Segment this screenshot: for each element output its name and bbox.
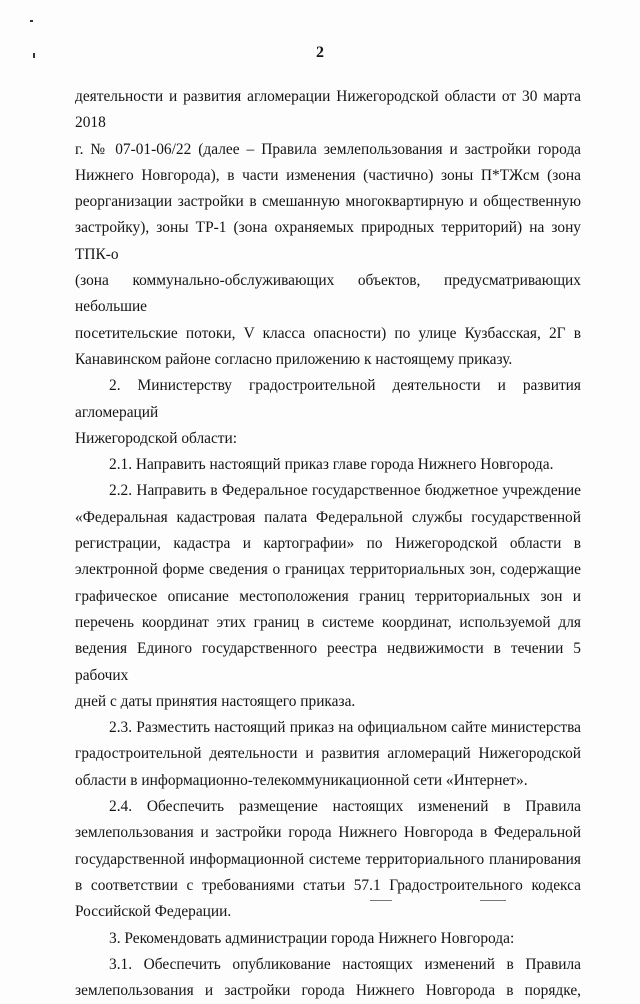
text-line: посетительские потоки, V класса опасности) по улице Кузбасская, 2Г в [75, 324, 581, 342]
paragraph-item-2-4 [75, 794, 581, 925]
text-line: Российской Федерации. [75, 903, 232, 921]
text-line: 2.2. Направить в Федеральное государственное бюджетное учреждение [109, 482, 581, 500]
text-line: 2. Министерству градостроительной деятельности и развития агломераций [75, 377, 581, 421]
paragraph-item-2 [75, 373, 581, 452]
paragraph-item-2-3 [75, 715, 581, 794]
text-line: электронной форме сведения о границах территориальных зон, содержащие [75, 561, 581, 579]
paragraph-item-2-1 [75, 452, 581, 478]
scan-artifact [30, 20, 33, 22]
text-line: деятельности и развития агломерации Нижегородской области от 30 марта 2018 [75, 88, 581, 132]
text-line: реорганизации застройки в смешанную многоквартирную и общественную [75, 193, 581, 211]
text-line: землепользования и застройки города Нижнего Новгорода в порядке, [75, 982, 581, 1000]
text-line: «Федеральная кадастровая палата Федеральной службы государственной [75, 508, 581, 526]
text-line: перечень координат этих границ в системе координат, используемой для [75, 613, 581, 631]
scan-artifact [370, 900, 392, 901]
text-line: в соответствии с требованиями статьи 57.1 Градостроительного кодекса [75, 876, 581, 894]
text-line: 2.3. Разместить настоящий приказ на официальном сайте министерства [109, 719, 581, 737]
text-line: Нижнего Новгорода), в части изменения (частично) зоны П*ТЖсм (зона [75, 166, 581, 184]
paragraph-item-2-2 [75, 478, 581, 715]
text-line: градостроительной деятельности и развития агломераций Нижегородской [75, 745, 581, 763]
text-line: землепользования и застройки города Нижнего Новгорода в Федеральной [75, 824, 581, 842]
text-line: застройку), зоны ТР-1 (зона охраняемых природных территорий) на зону ТПК-о [75, 219, 581, 263]
text-line: регистрации, кадастра и картографии» по Нижегородской области в [75, 535, 581, 553]
text-line: дней с даты принятия настоящего приказа. [75, 692, 356, 710]
text-line: графическое описание местоположения границ территориальных зон и [75, 587, 581, 605]
text-line: ведения Единого государственного реестра недвижимости в течении 5 рабочих [75, 640, 581, 684]
page-number: 2 [316, 44, 324, 61]
paragraph-continuation [75, 84, 581, 373]
text-line: г. № 07-01-06/22 (далее – Правила землепользования и застройки города [75, 140, 581, 158]
scan-artifact [480, 900, 506, 901]
document-body [75, 84, 581, 1004]
text-line: Канавинском районе согласно приложению к настоящему приказу. [75, 350, 513, 368]
paragraph-item-3 [75, 926, 581, 952]
text-line: Нижегородской области: [75, 429, 238, 447]
paragraph-item-3-1 [75, 952, 581, 1004]
text-line: 3. Рекомендовать администрации города Нижнего Новгорода: [109, 929, 515, 947]
text-line: (зона коммунально-обслуживающих объектов, предусматривающих небольшие [75, 272, 581, 316]
text-line: 3.1. Обеспечить опубликование настоящих изменений в Правила [109, 955, 581, 973]
text-line: государственной информационной системе территориального планирования [75, 850, 581, 868]
text-line: 2.1. Направить настоящий приказ главе города Нижнего Новгорода. [109, 456, 554, 474]
text-line: 2.4. Обеспечить размещение настоящих изменений в Правила [109, 798, 581, 816]
text-line: области в информационно-телекоммуникационной сети «Интернет». [75, 771, 528, 789]
